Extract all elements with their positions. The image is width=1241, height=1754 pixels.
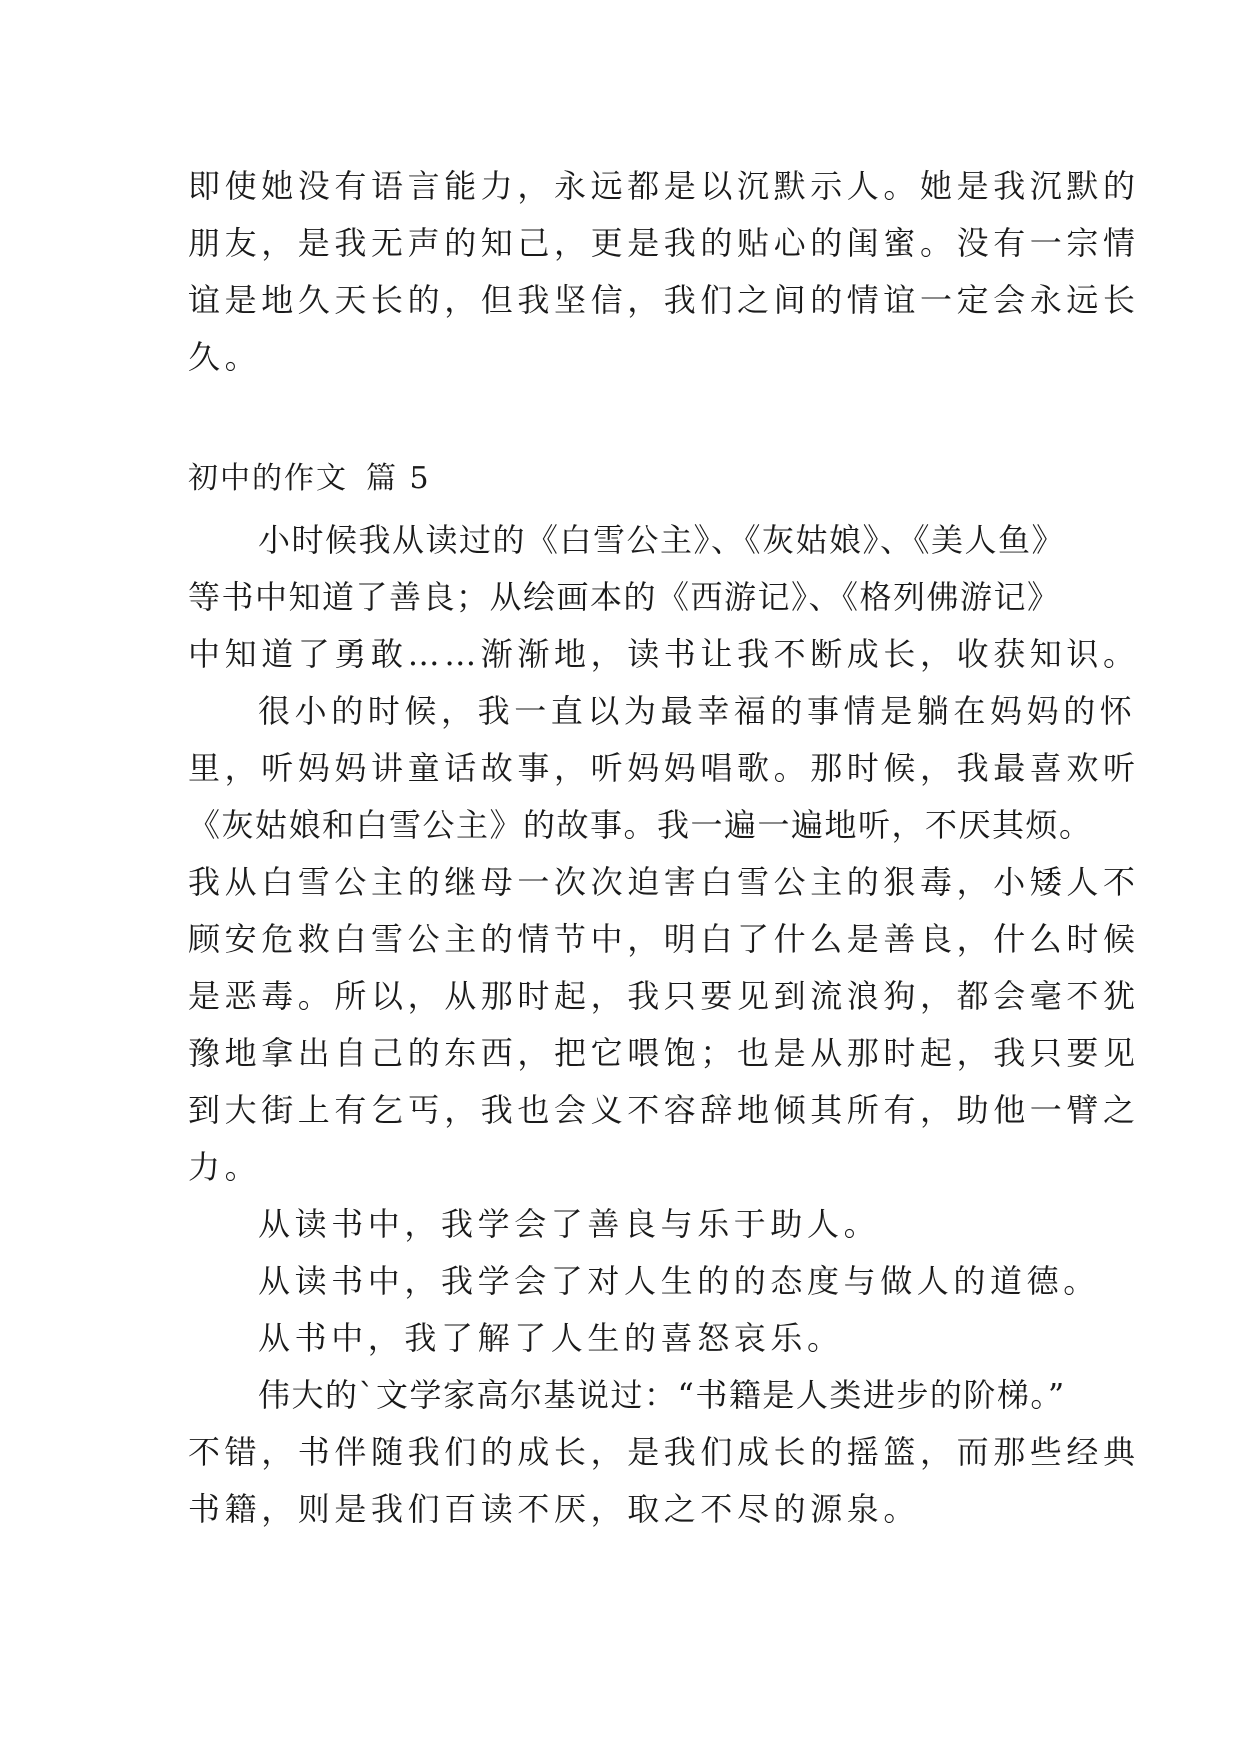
paragraph-1	[188, 512, 1140, 683]
text-line: 谊是地久天长的，但我坚信，我们之间的情谊一定会永远长	[188, 281, 1140, 319]
paragraph-6	[188, 1367, 1140, 1538]
text-line: 中知道了勇敢……渐渐地，读书让我不断成长，收获知识。	[188, 635, 1140, 673]
text-line: 里，听妈妈讲童话故事，听妈妈唱歌。那时候，我最喜欢听	[188, 749, 1140, 787]
paragraph-3: 从读书中，我学会了善良与乐于助人。	[258, 1205, 881, 1243]
text-line: 久。	[188, 338, 262, 376]
text-line: 小时候我从读过的《白雪公主》、《灰姑娘》、《美人鱼》	[258, 521, 1066, 559]
heading-title: 初中的作文	[188, 461, 348, 496]
paragraph-2	[188, 683, 1140, 1196]
paragraph-5: 从书中，我了解了人生的喜怒哀乐。	[258, 1319, 844, 1357]
text-line: 即使她没有语言能力，永远都是以沉默示人。她是我沉默的	[188, 167, 1140, 205]
text-line: 《灰姑娘和白雪公主》的故事。我一遍一遍地听，不厌其烦。	[188, 806, 1093, 844]
section-spacer	[188, 386, 1058, 446]
text-line: 顾安危救白雪公主的情节中，明白了什么是善良，什么时候	[188, 920, 1140, 958]
text-line: 到大街上有乞丐，我也会义不容辞地倾其所有，助他一臂之	[188, 1091, 1140, 1129]
text-line: 我从白雪公主的继母一次次迫害白雪公主的狠毒，小矮人不	[188, 863, 1140, 901]
paragraph-intro	[188, 158, 1140, 386]
text-line: 等书中知道了善良；从绘画本的《西游记》、《格列佛游记》	[188, 578, 1061, 616]
text-line: 是恶毒。所以，从那时起，我只要见到流浪狗，都会毫不犹	[188, 977, 1140, 1015]
document-body	[188, 158, 1140, 1538]
paragraph-4: 从读书中，我学会了对人生的的态度与做人的道德。	[258, 1262, 1100, 1300]
text-line: 书籍，则是我们百读不厌，取之不尽的源泉。	[188, 1490, 921, 1528]
text-line: 朋友，是我无声的知己，更是我的贴心的闺蜜。没有一宗情	[188, 224, 1140, 262]
text-line: 豫地拿出自己的东西，把它喂饱；也是从那时起，我只要见	[188, 1034, 1140, 1072]
text-line: 力。	[188, 1148, 262, 1186]
text-line: 不错，书伴随我们的成长，是我们成长的摇篮，而那些经典	[188, 1433, 1140, 1471]
heading-part: 篇 5	[366, 461, 431, 496]
text-line: 伟大的`文学家高尔基说过：“书籍是人类进步的阶梯。”	[258, 1376, 1066, 1414]
text-line: 很小的时候，我一直以为最幸福的事情是躺在妈妈的怀	[258, 692, 1137, 730]
section-heading	[188, 446, 1058, 512]
